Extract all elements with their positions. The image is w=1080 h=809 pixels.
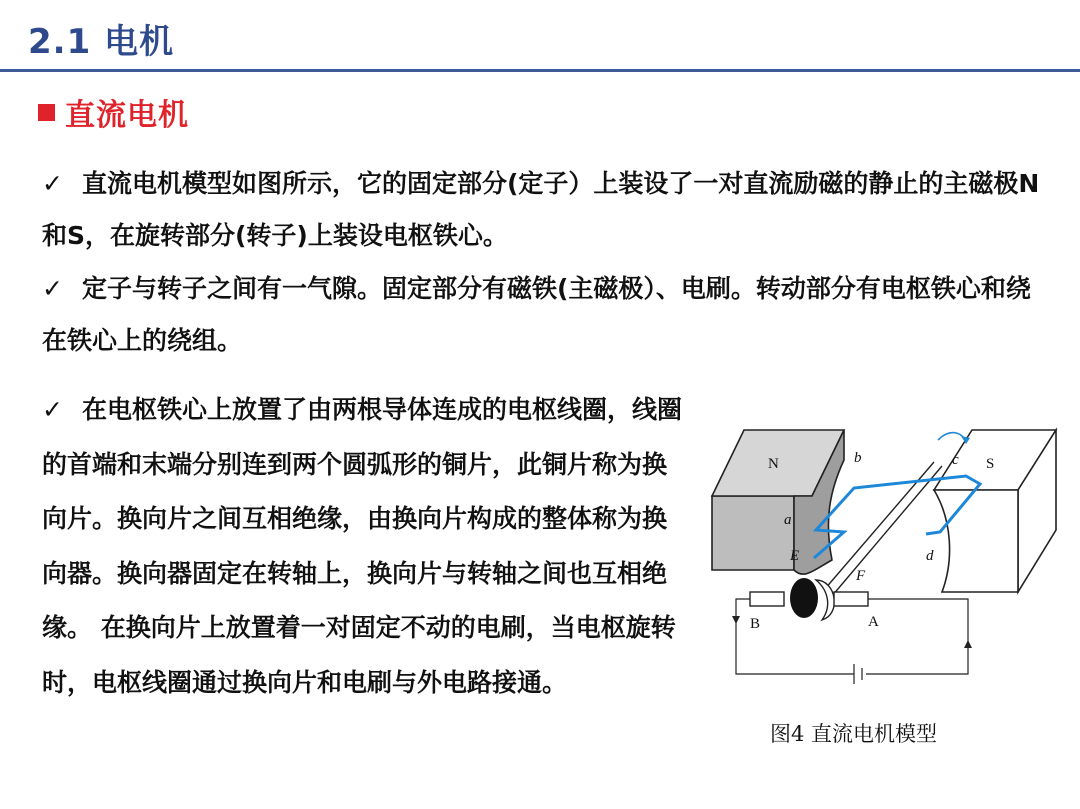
current-arrow-up-icon	[964, 640, 972, 648]
bullet-text-2: 定子与转子之间有一气隙。固定部分有磁铁(主磁极）、电刷。转动部分有电枢铁心和绕在铁心上的绕组。	[42, 274, 1031, 355]
checkmark-icon: ✓	[42, 274, 63, 303]
label-e: E	[790, 548, 800, 564]
bullet-paragraph-3	[42, 383, 682, 710]
label-a: a	[784, 512, 792, 528]
checkmark-icon: ✓	[42, 169, 63, 198]
red-square-bullet-icon	[38, 104, 55, 121]
label-brush-a: A	[868, 614, 879, 630]
page-title: 2.1 电机	[28, 22, 175, 62]
bullet-paragraph-1	[42, 158, 1052, 262]
dc-motor-diagram	[704, 420, 1060, 690]
label-d: d	[926, 548, 934, 564]
rotation-arrow-icon	[938, 433, 966, 442]
section-title: 直流电机	[65, 98, 189, 133]
commutator	[790, 578, 834, 620]
label-s: S	[986, 456, 995, 472]
label-n: N	[768, 456, 779, 472]
bullet-text-3: 在电枢铁心上放置了由两根导体连成的电枢线圈，线圈的首端和末端分别连到两个圆弧形的铜片，此铜片称为换向片。换向片之间互相绝缘，由换向片构成的整体称为换向器。换向器固定在转轴上，换向片与转轴之间也互相绝缘。 在换向片上放置着一对固定不动的电刷，当电枢旋转时，电枢线圈通过换向片和电刷与外电路接通。	[42, 395, 683, 697]
label-brush-b: B	[750, 616, 761, 632]
brush-a	[834, 592, 868, 606]
dc-motor-svg	[704, 420, 1060, 690]
label-f: F	[856, 568, 866, 584]
section-heading	[38, 90, 189, 134]
bullet-text-1: 直流电机模型如图所示，它的固定部分(定子）上装设了一对直流励磁的静止的主磁极N和S，在旋转部分(转子)上装设电枢铁心。	[42, 169, 1040, 250]
bullet-paragraph-2	[42, 263, 1052, 367]
north-pole	[712, 430, 844, 574]
current-arrow-down-icon	[732, 616, 740, 624]
label-c: c	[952, 452, 959, 468]
title-divider	[0, 69, 1080, 72]
external-circuit	[736, 599, 968, 684]
checkmark-icon: ✓	[42, 395, 63, 424]
label-b: b	[854, 450, 862, 466]
brush-b	[750, 592, 784, 606]
figure-caption: 图4 直流电机模型	[770, 722, 938, 746]
